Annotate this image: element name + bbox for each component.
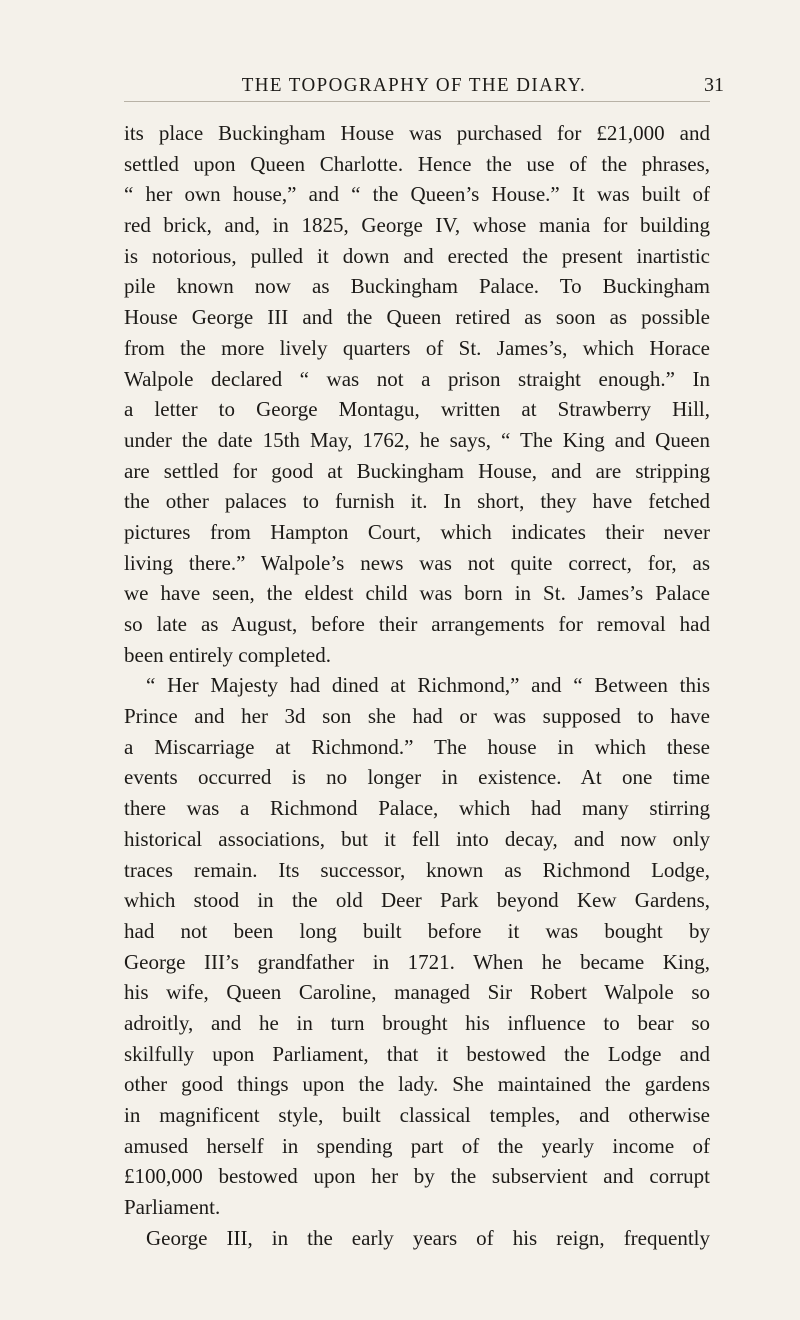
text-line: Walpole declared “ was not a prison straight enough.” In bbox=[124, 366, 710, 391]
text-line: events occurred is no longer in existence. At one time bbox=[124, 765, 710, 790]
text-line: £100,000 bestowed upon her by the subservient and corrupt bbox=[124, 1164, 710, 1189]
text-line: House George III and the Queen retired as soon as possible bbox=[124, 305, 710, 330]
paragraph-end-line: Parliament. bbox=[124, 1195, 221, 1220]
running-header bbox=[104, 74, 724, 100]
text-line: amused herself in spending part of the yearly income of bbox=[124, 1133, 710, 1158]
text-line: skilfully upon Parliament, that it bestowed the Lodge and bbox=[124, 1041, 710, 1066]
text-line: its place Buckingham House was purchased for £21,000 and bbox=[124, 121, 710, 145]
text-line: pile known now as Buckingham Palace. To Buckingham bbox=[124, 274, 710, 299]
text-line: is notorious, pulled it down and erected the present inartistic bbox=[124, 243, 710, 268]
text-line: red brick, and, in 1825, George IV, whose mania for building bbox=[124, 213, 710, 238]
header-divider bbox=[124, 101, 710, 102]
text-line: had not been long built before it was bought by bbox=[124, 918, 710, 943]
paragraph-start-line: “ Her Majesty had dined at Richmond,” and “ Between this bbox=[146, 673, 710, 698]
text-line: a letter to George Montagu, written at Strawberry Hill, bbox=[124, 397, 710, 422]
text-line: “ her own house,” and “ the Queen’s House.” It was built of bbox=[124, 182, 710, 207]
paragraph-end-line: been entirely completed. bbox=[124, 642, 331, 667]
text-line: in magnificent style, built classical temples, and otherwise bbox=[124, 1103, 710, 1127]
text-line: there was a Richmond Palace, which had many stirring bbox=[124, 796, 710, 821]
text-line: a Miscarriage at Richmond.” The house in which these bbox=[124, 734, 710, 759]
text-line: historical associations, but it fell into decay, and now only bbox=[124, 826, 710, 851]
text-line: adroitly, and he in turn brought his influence to bear so bbox=[124, 1010, 710, 1035]
text-line: from the more lively quarters of St. James’s, which Horace bbox=[124, 335, 710, 360]
text-line: living there.” Walpole’s news was not quite correct, for, as bbox=[124, 550, 710, 575]
page-number: 31 bbox=[704, 74, 724, 96]
page-title: THE TOPOGRAPHY OF THE DIARY. bbox=[241, 74, 587, 96]
text-line: George III’s grandfather in 1721. When he became King, bbox=[124, 949, 710, 974]
text-line: are settled for good at Buckingham House, and are stripping bbox=[124, 458, 710, 483]
paragraph-start-line: George III, in the early years of his reign, frequently bbox=[146, 1225, 710, 1250]
text-line: traces remain. Its successor, known as Richmond Lodge, bbox=[124, 857, 710, 882]
text-line: we have seen, the eldest child was born in St. James’s Palace bbox=[124, 581, 710, 606]
text-line: Prince and her 3d son she had or was supposed to have bbox=[124, 704, 710, 729]
text-line: other good things upon the lady. She maintained the gardens bbox=[124, 1072, 710, 1097]
text-line: his wife, Queen Caroline, managed Sir Robert Walpole so bbox=[124, 980, 710, 1005]
text-line: under the date 15th May, 1762, he says, “ The King and Queen bbox=[124, 427, 710, 452]
text-line: settled upon Queen Charlotte. Hence the use of the phrases, bbox=[124, 151, 710, 176]
text-line: pictures from Hampton Court, which indicates their never bbox=[124, 519, 710, 544]
text-line: which stood in the old Deer Park beyond Kew Gardens, bbox=[124, 888, 710, 913]
text-line: the other palaces to furnish it. In short, they have fetched bbox=[124, 489, 710, 514]
text-line: so late as August, before their arrangements for removal had bbox=[124, 612, 710, 636]
body-text bbox=[124, 118, 710, 1253]
